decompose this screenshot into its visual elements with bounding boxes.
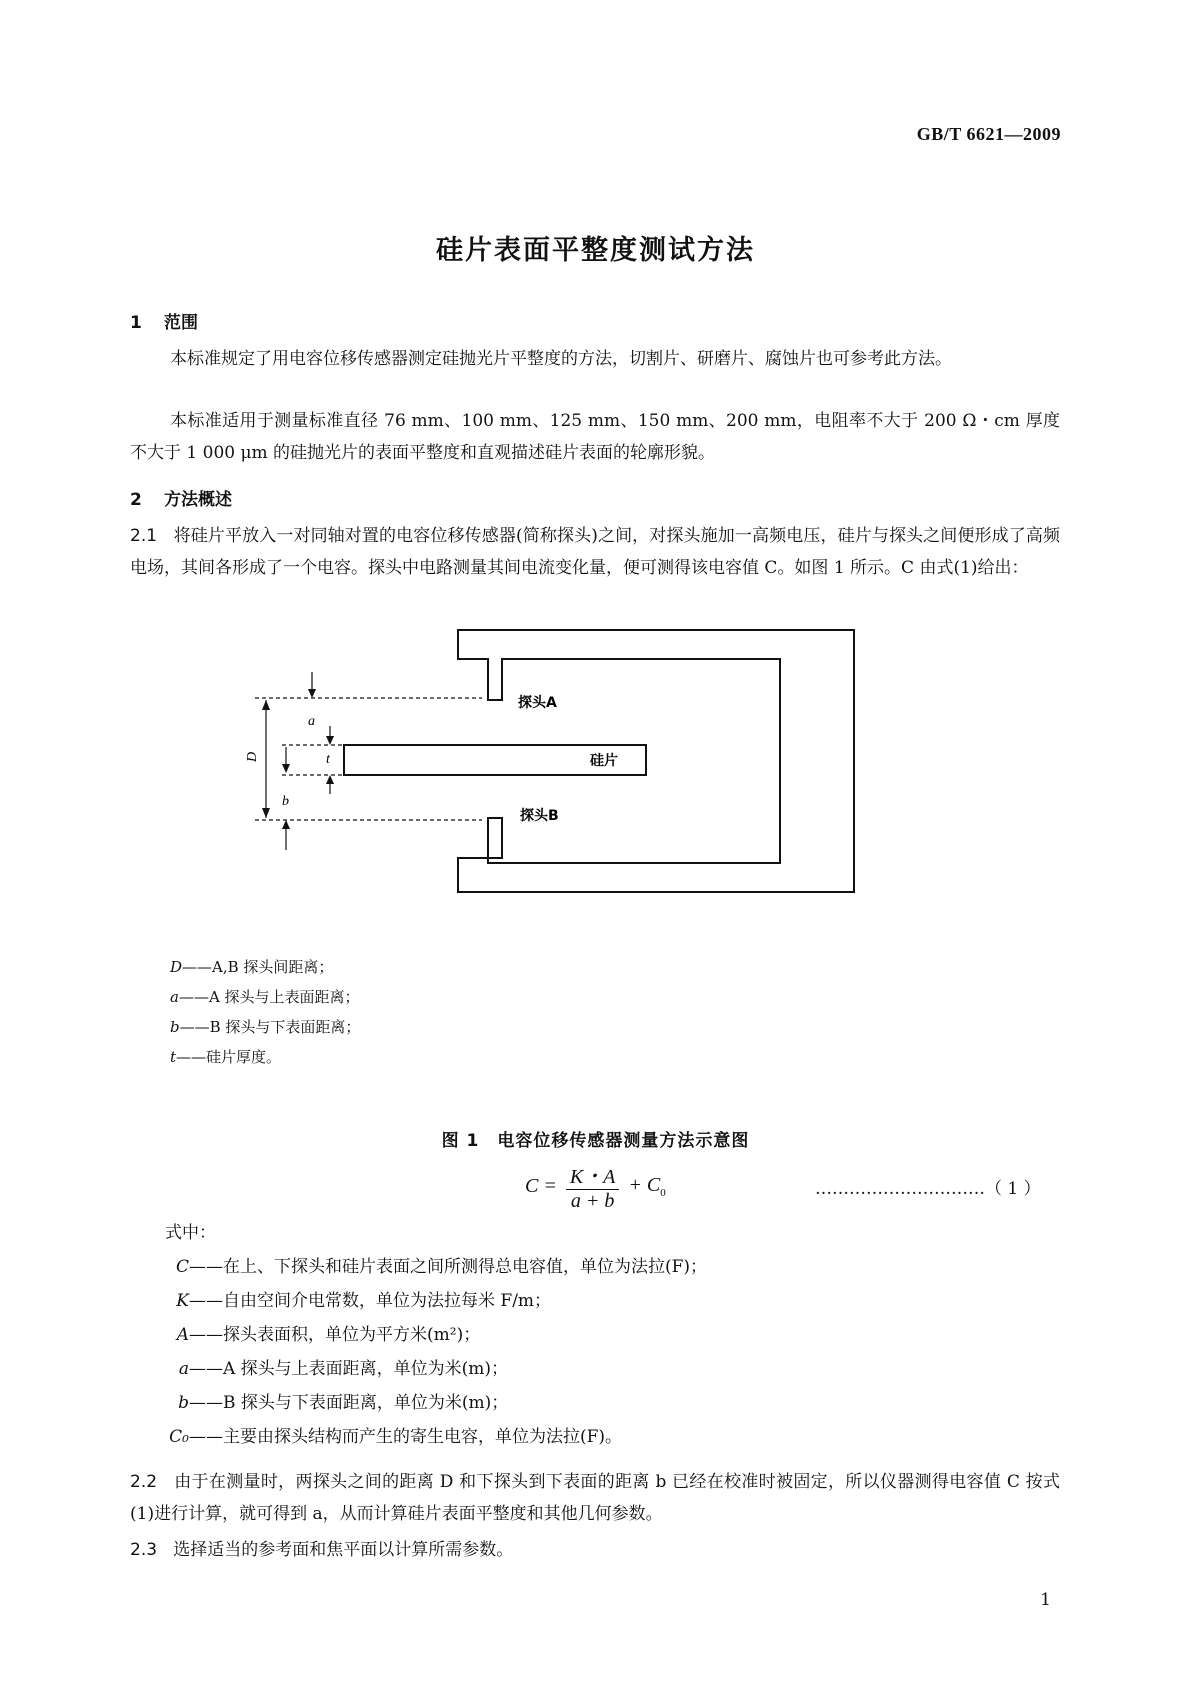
standard-code: GB/T 6621—2009 <box>916 124 1061 144</box>
clause-2-3 <box>130 1534 1060 1566</box>
clause-2-2-text: 由于在测量时，两探头之间的距离 D 和下探头到下表面的距离 b 已经在校准时被固定，所以仪器测得电容值 C 按式(1)进行计算，就可得到 a，从而计算硅片表面平整度和其他几何参数。 <box>130 1472 1060 1524</box>
section-2-title: 方法概述 <box>164 490 232 510</box>
arrowhead-t-bottom <box>326 775 334 784</box>
label-a: a <box>308 714 315 729</box>
def-sym-b: b <box>178 1393 189 1413</box>
legend-sym-b: b <box>170 1018 180 1036</box>
def-sym-K: K <box>176 1291 189 1311</box>
figure-legend <box>170 952 360 1072</box>
clause-2-1-number: 2.1 <box>130 526 158 546</box>
label-b: b <box>282 794 289 809</box>
legend-item <box>170 1012 360 1042</box>
page-title: 硅片表面平整度测试方法 <box>436 235 755 266</box>
def-sym-C: C <box>175 1257 189 1277</box>
formula-lhs: C = <box>525 1175 557 1197</box>
clause-2-3-number: 2.3 <box>130 1540 158 1560</box>
legend-item <box>170 1042 360 1072</box>
formula-plus-term <box>628 1174 666 1199</box>
legend-text-D: ——A,B 探头间距离； <box>182 958 334 976</box>
clause-2-2 <box>130 1466 1060 1530</box>
formula-sub-zero: 0 <box>660 1187 666 1199</box>
def-text-A: ——探头表面积，单位为平方米(m²)； <box>189 1325 481 1345</box>
section-1-paragraph-2: 本标准适用于测量标准直径 76 mm、100 mm、125 mm、150 mm、200 mm，电阻率不大于 200 Ω・cm 厚度不大于 1 000 μm 的硅抛光片的表面平整度和直观描述硅片表面的轮廓形貌。 <box>130 411 1060 463</box>
formula-fraction <box>566 1160 620 1213</box>
definition-item <box>165 1420 707 1454</box>
page-number: 1 <box>1040 1590 1051 1610</box>
section-2-heading <box>130 485 232 510</box>
definitions-intro: 式中： <box>165 1223 216 1243</box>
section-1-number: 1 <box>130 313 142 333</box>
legend-text-b: ——B 探头与下表面距离； <box>179 1018 361 1036</box>
def-sym-C0: C₀ <box>169 1427 189 1447</box>
def-text-b: ——B 探头与下表面距离，单位为米(m)； <box>189 1393 509 1413</box>
definition-item <box>165 1250 707 1284</box>
arrowhead-a-top <box>308 689 316 698</box>
label-wafer: 硅片 <box>590 753 618 769</box>
def-text-a: ——A 探头与上表面距离，单位为米(m)； <box>189 1359 509 1379</box>
definition-item <box>165 1386 707 1420</box>
clause-2-1 <box>130 520 1060 584</box>
legend-text-t: ——硅片厚度。 <box>176 1048 282 1066</box>
arrowhead-wafer-left <box>282 764 290 773</box>
def-text-C: ——在上、下探头和硅片表面之间所测得总电容值，单位为法拉(F)； <box>189 1257 708 1277</box>
formula-number: …………………………（ 1 ） <box>815 1179 1041 1199</box>
def-text-C0: ——主要由探头结构而产生的寄生电容，单位为法拉(F)。 <box>189 1427 623 1447</box>
formula-definitions <box>165 1216 707 1454</box>
formula-1 <box>525 1160 666 1213</box>
formula-plus-c: + C <box>628 1174 661 1196</box>
section-1-heading <box>130 308 198 333</box>
clause-2-2-number: 2.2 <box>130 1472 158 1492</box>
label-probe-a: 探头A <box>518 695 557 711</box>
formula-numerator: K・A <box>566 1160 620 1190</box>
legend-sym-t: t <box>170 1048 177 1066</box>
legend-sym-a: a <box>170 988 179 1006</box>
arrowhead-t-top <box>326 736 334 745</box>
figure-1-caption: 图 1 电容位移传感器测量方法示意图 <box>441 1131 750 1151</box>
section-2-number: 2 <box>130 490 142 510</box>
def-sym-A: A <box>176 1325 189 1345</box>
definition-item <box>165 1318 707 1352</box>
legend-item <box>170 952 360 982</box>
label-probe-b: 探头B <box>520 808 559 824</box>
def-text-K: ——自由空间介电常数，单位为法拉每米 F/m； <box>189 1291 552 1311</box>
definition-item <box>165 1352 707 1386</box>
section-1-paragraph-1: 本标准规定了用电容位移传感器测定硅抛光片平整度的方法，切割片、研磨片、腐蚀片也可参考此方法。 <box>170 349 952 369</box>
clause-2-1-text: 将硅片平放入一对同轴对置的电容位移传感器(简称探头)之间，对探头施加一高频电压，硅片与探头之间便形成了高频电场，其间各形成了一个电容。探头中电路测量其间电流变化量，便可测得该电容值 C。如图 1 所示。C 由式(1)给出： <box>130 526 1061 578</box>
formula-denominator: a + b <box>570 1190 615 1212</box>
clause-2-3-text: 选择适当的参考面和焦平面以计算所需参数。 <box>173 1540 514 1560</box>
label-D: D <box>245 751 260 762</box>
arrowhead-b-bottom <box>282 820 290 829</box>
def-sym-a: a <box>178 1359 189 1379</box>
legend-item <box>170 982 360 1012</box>
figure-1-diagram <box>245 670 870 910</box>
definition-item <box>165 1284 707 1318</box>
label-t: t <box>326 752 330 767</box>
legend-text-a: ——A 探头与上表面距离； <box>178 988 360 1006</box>
section-1-title: 范围 <box>164 313 198 333</box>
legend-sym-D: D <box>170 958 183 976</box>
